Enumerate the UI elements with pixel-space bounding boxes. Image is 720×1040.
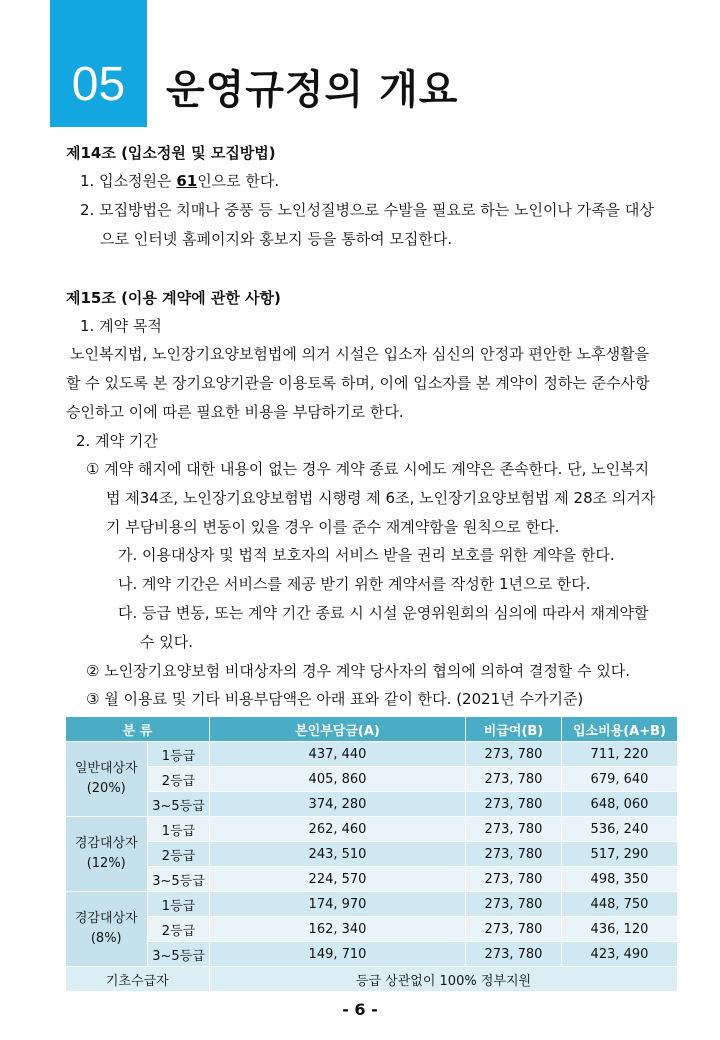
chapter-title: 운영규정의 개요	[166, 67, 459, 113]
self-pay-cell: 437, 440	[210, 742, 466, 767]
table-header-row	[66, 717, 678, 742]
group-label-line1: 경감대상자	[74, 911, 138, 926]
grade-cell: 2등급	[148, 917, 210, 942]
grade-cell: 3~5등급	[148, 867, 210, 892]
grade-cell: 1등급	[148, 817, 210, 842]
grade-cell: 1등급	[148, 742, 210, 767]
grade-cell: 3~5등급	[148, 942, 210, 967]
total-cell: 423, 490	[562, 942, 678, 967]
basic-recipient-label: 기초수급자	[66, 967, 210, 992]
grade-cell: 3~5등급	[148, 792, 210, 817]
purpose-line3: 승인하고 이에 따른 필요한 비용을 부담하기로 한다.	[66, 403, 404, 421]
group-label-line2: (12%)	[86, 856, 126, 871]
group-label	[66, 892, 148, 967]
capacity-value: 61	[176, 172, 198, 190]
article14-item1	[80, 171, 279, 191]
clause1-line3: 기 부담비용의 변동이 있을 경우 이를 준수 재계약함을 원칙으로 한다.	[106, 518, 560, 536]
header-non-covered: 비급여(B)	[466, 717, 562, 742]
table-row	[66, 792, 678, 817]
total-cell: 536, 240	[562, 817, 678, 842]
non-covered-cell: 273, 780	[466, 942, 562, 967]
article15-title: 제15조 (이용 계약에 관한 사항)	[66, 289, 281, 307]
table-row	[66, 942, 678, 967]
group-label	[66, 817, 148, 892]
group-label-line2: (20%)	[86, 781, 126, 796]
group-label	[66, 742, 148, 817]
self-pay-cell: 149, 710	[210, 942, 466, 967]
non-covered-cell: 273, 780	[466, 917, 562, 942]
subclause-na: 나. 계약 기간은 서비스를 제공 받기 위한 계약서를 작성한 1년으로 한다.	[118, 575, 591, 593]
table-row	[66, 767, 678, 792]
self-pay-cell: 224, 570	[210, 867, 466, 892]
table-row	[66, 917, 678, 942]
header-total: 입소비용(A+B)	[562, 717, 678, 742]
grade-cell: 2등급	[148, 767, 210, 792]
non-covered-cell: 273, 780	[466, 867, 562, 892]
purpose-line2: 할 수 있도록 본 장기요양기관을 이용토록 하며, 이에 입소자를 본 계약이 정하는 준수사항	[66, 374, 650, 392]
group-label-line1: 일반대상자	[74, 761, 138, 776]
group-label-line1: 경감대상자	[74, 836, 138, 851]
table-row	[66, 817, 678, 842]
subclause-da-line1: 다. 등급 변동, 또는 계약 기간 종료 시 시설 운영위원회의 심의에 따라서 재계약할	[118, 604, 649, 622]
self-pay-cell: 162, 340	[210, 917, 466, 942]
purpose-line1: 노인복지법, 노인장기요양보험법에 의거 시설은 입소자 심신의 안정과 편안한 노후생활을	[70, 345, 650, 363]
non-covered-cell: 273, 780	[466, 892, 562, 917]
period-heading: 2. 계약 기간	[76, 432, 158, 450]
clause3: ③ 월 이용료 및 기타 비용부담액은 아래 표와 같이 한다. (2021년 수가기준)	[86, 690, 584, 708]
fee-table	[65, 716, 678, 992]
basic-recipient-note: 등급 상관없이 100% 정부지원	[210, 967, 678, 992]
total-cell: 648, 060	[562, 792, 678, 817]
total-cell: 679, 640	[562, 767, 678, 792]
total-cell: 517, 290	[562, 842, 678, 867]
table-row-basic	[66, 967, 678, 992]
group-label-line2: (8%)	[90, 931, 122, 946]
total-cell: 498, 350	[562, 867, 678, 892]
total-cell: 711, 220	[562, 742, 678, 767]
subclause-da-line2: 수 있다.	[140, 633, 194, 651]
total-cell: 448, 750	[562, 892, 678, 917]
self-pay-cell: 243, 510	[210, 842, 466, 867]
table-row	[66, 742, 678, 767]
clause2: ② 노인장기요양보험 비대상자의 경우 계약 당사자의 협의에 의하여 결정할 수 있다.	[86, 662, 631, 680]
article14-item1-suffix: 인으로 한다.	[197, 172, 280, 190]
table-row	[66, 892, 678, 917]
grade-cell: 2등급	[148, 842, 210, 867]
non-covered-cell: 273, 780	[466, 742, 562, 767]
chapter-number: 05	[71, 58, 126, 111]
page-number: - 6 -	[342, 1000, 378, 1019]
subclause-ga: 가. 이용대상자 및 법적 보호자의 서비스 받을 권리 보호를 위한 계약을 한다.	[118, 546, 615, 564]
non-covered-cell: 273, 780	[466, 792, 562, 817]
purpose-heading: 1. 계약 목적	[80, 317, 162, 335]
non-covered-cell: 273, 780	[466, 817, 562, 842]
self-pay-cell: 174, 970	[210, 892, 466, 917]
header-category: 분 류	[66, 717, 210, 742]
article14-item1-prefix: 1. 입소정원은	[80, 172, 177, 190]
total-cell: 436, 120	[562, 917, 678, 942]
chapter-number-badge	[50, 0, 147, 127]
table-row	[66, 867, 678, 892]
article14-title: 제14조 (입소정원 및 모집방법)	[66, 144, 276, 162]
clause1-line1: ① 계약 해지에 대한 내용이 없는 경우 계약 종료 시에도 계약은 존속한다. 단, 노인복지	[86, 460, 650, 478]
self-pay-cell: 405, 860	[210, 767, 466, 792]
self-pay-cell: 262, 460	[210, 817, 466, 842]
non-covered-cell: 273, 780	[466, 842, 562, 867]
non-covered-cell: 273, 780	[466, 767, 562, 792]
article14-item2-line1: 2. 모집방법은 치매나 중풍 등 노인성질병으로 수발을 필요로 하는 노인이나 가족을 대상	[80, 201, 654, 219]
article14-item2-line2: 으로 인터넷 홈페이지와 홍보지 등을 통하여 모집한다.	[100, 230, 453, 248]
header-self-pay: 본인부담금(A)	[210, 717, 466, 742]
clause1-line2: 법 제34조, 노인장기요양보험법 시행령 제 6조, 노인장기요양보험법 제 28조 의거자	[106, 489, 656, 507]
self-pay-cell: 374, 280	[210, 792, 466, 817]
table-row	[66, 842, 678, 867]
grade-cell: 1등급	[148, 892, 210, 917]
